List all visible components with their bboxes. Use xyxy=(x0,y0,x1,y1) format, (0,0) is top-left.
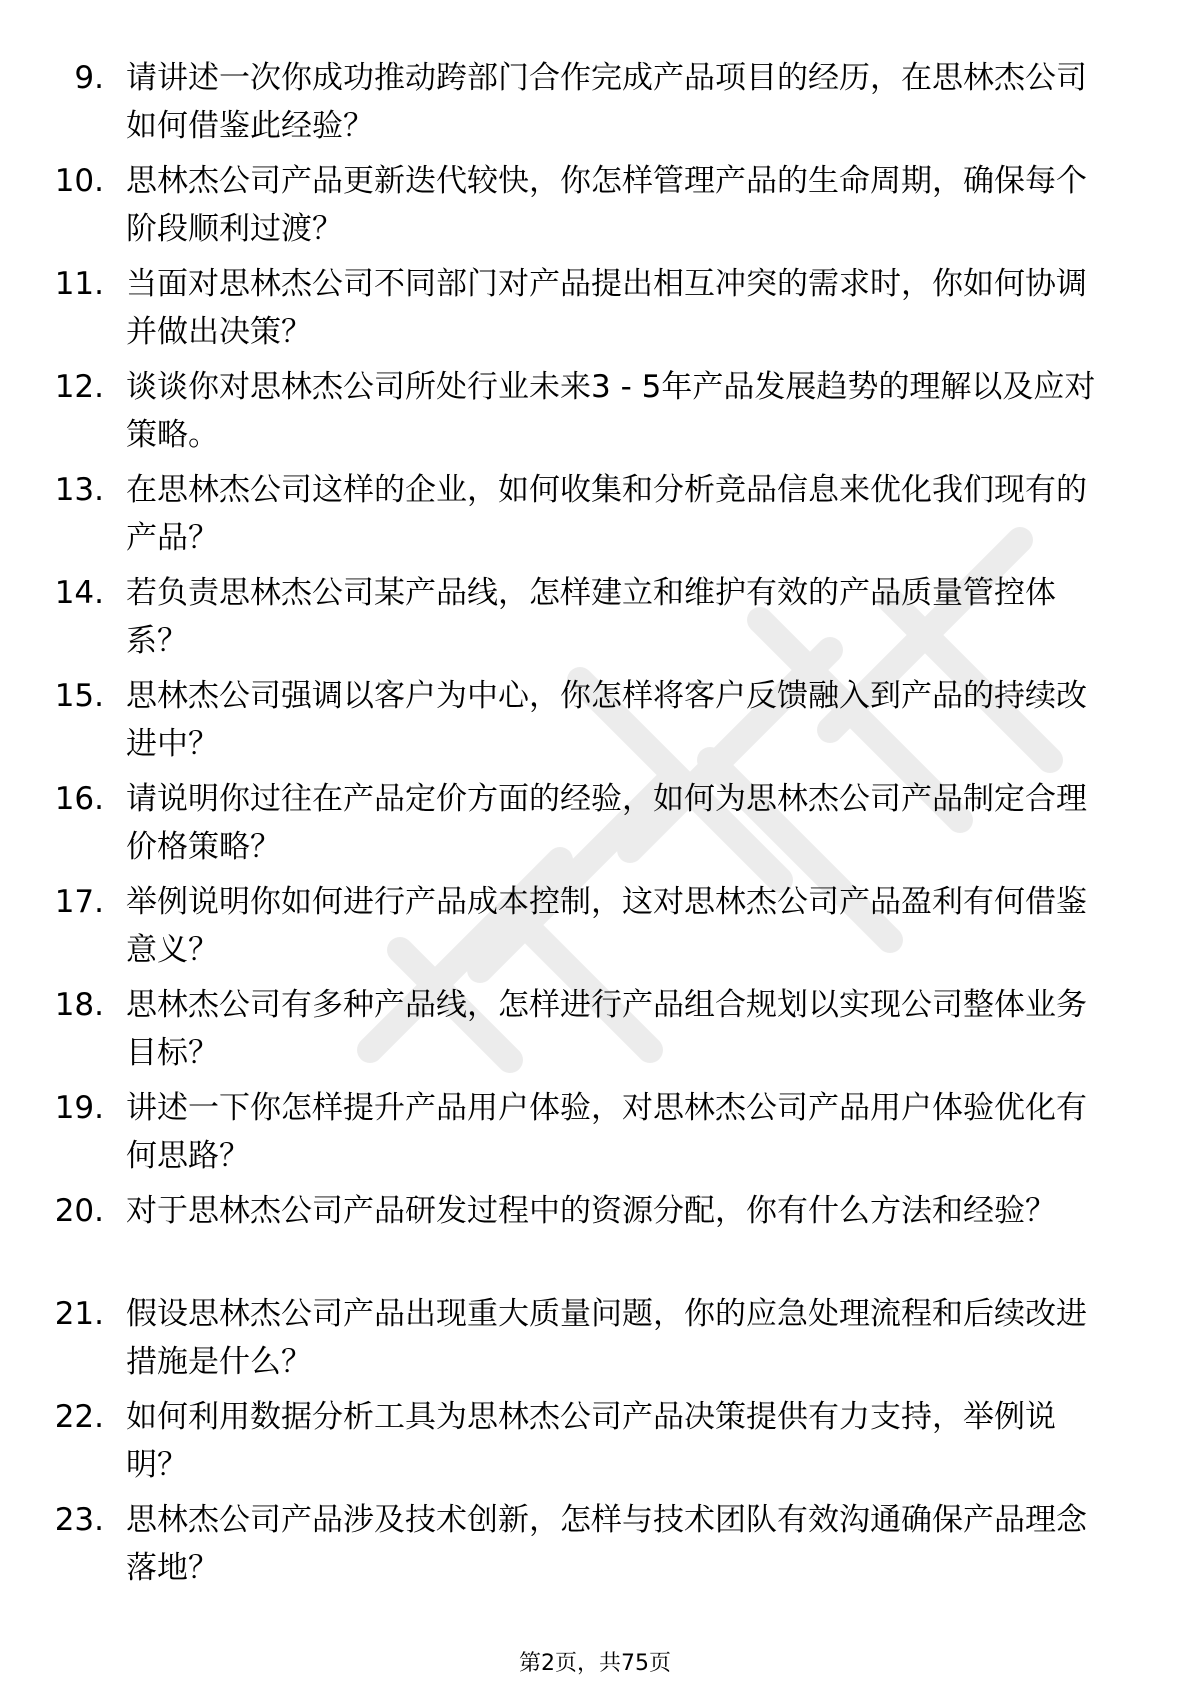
page-footer: 第2页，共75页 xyxy=(519,1651,671,1676)
question-text: 思林杰公司产品更新迭代较快，你怎样管理产品的生命周期，确保每个阶段顺利过渡？ xyxy=(126,163,1087,247)
question-text: 思林杰公司有多种产品线，怎样进行产品组合规划以实现公司整体业务目标？ xyxy=(126,987,1087,1071)
question-text: 假设思林杰公司产品出现重大质量问题，你的应急处理流程和后续改进措施是什么？ xyxy=(126,1296,1087,1380)
question-item xyxy=(0,981,1190,1084)
question-text: 谈谈你对思林杰公司所处行业未来3 - 5年产品发展趋势的理解以及应对策略。 xyxy=(126,369,1096,453)
question-number: 18. xyxy=(54,987,104,1023)
question-item xyxy=(0,54,1190,157)
question-number: 19. xyxy=(54,1090,104,1126)
question-item xyxy=(0,157,1190,260)
question-text: 举例说明你如何进行产品成本控制，这对思林杰公司产品盈利有何借鉴意义？ xyxy=(126,884,1087,968)
question-text: 若负责思林杰公司某产品线，怎样建立和维护有效的产品质量管控体系？ xyxy=(126,575,1056,659)
question-item xyxy=(0,1290,1190,1393)
question-text: 当面对思林杰公司不同部门对产品提出相互冲突的需求时，你如何协调并做出决策？ xyxy=(126,266,1087,350)
question-item xyxy=(0,1084,1190,1187)
question-number: 17. xyxy=(54,884,104,920)
question-number: 11. xyxy=(54,266,104,302)
question-item xyxy=(0,672,1190,775)
question-text: 如何利用数据分析工具为思林杰公司产品决策提供有力支持，举例说明？ xyxy=(126,1399,1056,1483)
question-number: 10. xyxy=(54,163,104,199)
question-number: 13. xyxy=(54,472,104,508)
question-text: 对于思林杰公司产品研发过程中的资源分配，你有什么方法和经验？ xyxy=(126,1193,1056,1229)
question-item xyxy=(0,569,1190,672)
question-item xyxy=(0,775,1190,878)
question-number: 14. xyxy=(54,575,104,611)
question-text: 讲述一下你怎样提升产品用户体验，对思林杰公司产品用户体验优化有何思路？ xyxy=(126,1090,1087,1174)
question-text: 思林杰公司产品涉及技术创新，怎样与技术团队有效沟通确保产品理念落地？ xyxy=(126,1502,1087,1586)
question-number: 20. xyxy=(54,1193,104,1229)
question-number: 22. xyxy=(54,1399,104,1435)
question-item xyxy=(0,1393,1190,1496)
question-number: 12. xyxy=(54,369,104,405)
question-item xyxy=(0,260,1190,363)
question-item xyxy=(0,1496,1190,1599)
question-text: 请说明你过往在产品定价方面的经验，如何为思林杰公司产品制定合理价格策略？ xyxy=(126,781,1087,865)
question-list xyxy=(0,54,1190,1599)
question-number: 23. xyxy=(54,1502,104,1538)
question-number: 15. xyxy=(54,678,104,714)
question-number: 9. xyxy=(74,60,104,96)
question-text: 在思林杰公司这样的企业，如何收集和分析竞品信息来优化我们现有的产品？ xyxy=(126,472,1087,556)
question-number: 21. xyxy=(54,1296,104,1332)
question-item xyxy=(0,878,1190,981)
question-item xyxy=(0,1187,1190,1290)
question-text: 思林杰公司强调以客户为中心，你怎样将客户反馈融入到产品的持续改进中？ xyxy=(126,678,1087,762)
question-text: 请讲述一次你成功推动跨部门合作完成产品项目的经历，在思林杰公司如何借鉴此经验？ xyxy=(126,60,1087,144)
question-item xyxy=(0,363,1190,466)
question-item xyxy=(0,466,1190,569)
question-number: 16. xyxy=(54,781,104,817)
